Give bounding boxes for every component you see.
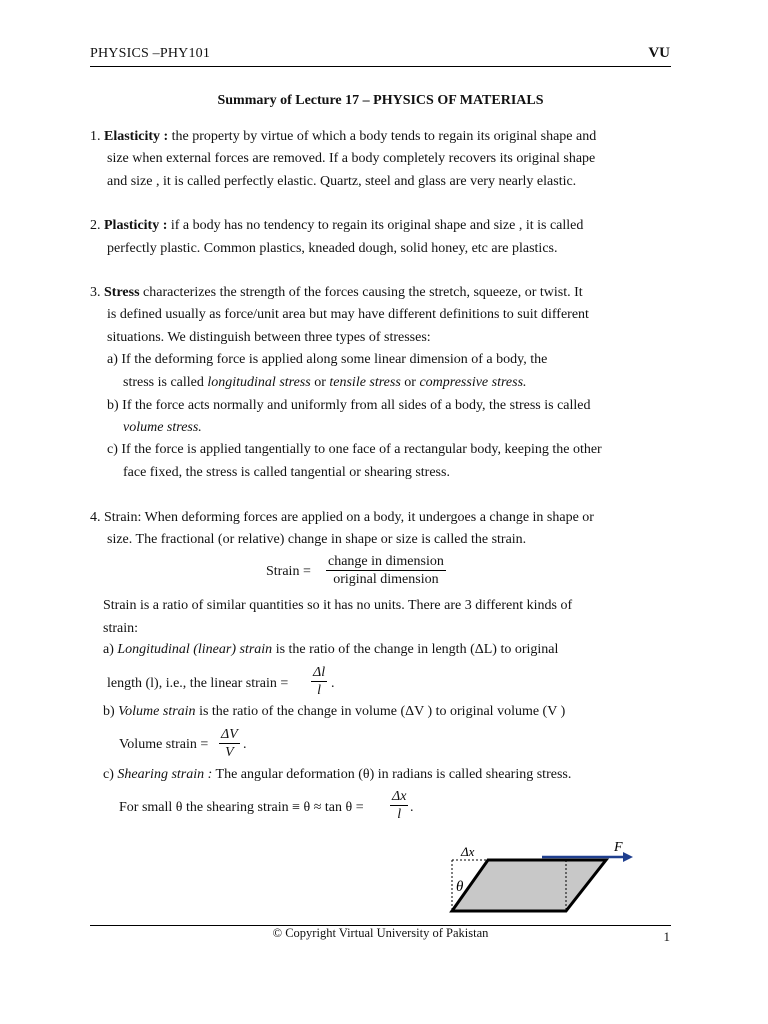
shearing-strain-denominator: l — [397, 807, 402, 822]
page-title: Summary of Lecture 17 – PHYSICS OF MATERIALS — [217, 93, 544, 108]
volume-stress-term: volume stress. — [123, 420, 202, 435]
theta-label: θ — [456, 879, 464, 895]
volume-strain-text: is the ratio of the change in volume (ΔV ) to original volume (V ) — [195, 704, 566, 719]
shearing-strain-def-line — [103, 766, 571, 784]
org-header: VU — [648, 45, 670, 61]
dx-label: Δx — [461, 844, 475, 859]
volume-strain-eq-line: Volume strain = — [119, 737, 209, 752]
longitudinal-strain-text: is the ratio of the change in length (ΔL) to original — [272, 642, 559, 657]
strain-line-2: size. The fractional (or relative) change in shape or size is called the strain. — [107, 532, 527, 547]
shearing-strain-fraction — [390, 788, 408, 823]
force-label: F — [614, 840, 623, 855]
deformed-block-shape — [452, 860, 606, 911]
item-number: 1. — [90, 129, 101, 144]
longitudinal-strain-term: Longitudinal (linear) strain — [117, 642, 273, 657]
period: . — [331, 676, 335, 691]
stress-line-1 — [90, 284, 583, 302]
elasticity-line-1 — [90, 128, 596, 146]
page-number: 1 — [663, 929, 670, 944]
strain-line-1: 4. Strain: When deforming forces are applied on a body, it undergoes a change in shape or — [90, 510, 594, 525]
stress-a-line-2 — [123, 374, 527, 392]
shearing-strain-eq-line: For small θ the shearing strain ≡ θ ≈ tan θ = — [119, 800, 364, 815]
plasticity-text-1: if a body has no tendency to regain its original shape and size , it is called — [167, 218, 584, 233]
stress-line-2: is defined usually as force/unit area but may have different definitions to suit different — [107, 307, 589, 322]
shearing-strain-term: Shearing strain : — [117, 767, 213, 782]
linear-strain-denominator: l — [317, 683, 321, 698]
shear-diagram — [430, 835, 650, 920]
plasticity-line-1 — [90, 217, 583, 235]
stress-c-line-1: c) If the force is applied tangentially to one face of a rectangular body, keeping the other — [107, 442, 602, 457]
plasticity-line-2: perfectly plastic. Common plastics, kneaded dough, solid honey, etc are plastics. — [107, 241, 558, 256]
stress-c-line-2: face fixed, the stress is called tangential or shearing stress. — [123, 465, 450, 480]
compressive-stress-term: compressive stress. — [419, 375, 527, 390]
linear-strain-fraction — [311, 664, 327, 699]
strain-equation-lhs: Strain = — [266, 564, 311, 579]
elasticity-text-1: the property by virtue of which a body tends to regain its original shape and — [168, 129, 597, 144]
volume-strain-term: Volume strain — [118, 704, 196, 719]
volume-strain-fraction — [219, 726, 240, 761]
elasticity-term: Elasticity : — [104, 129, 169, 144]
or-connector: or — [310, 375, 330, 390]
strain-para-line-2: strain: — [103, 621, 138, 636]
course-header: PHYSICS –PHY101 — [90, 46, 211, 61]
shearing-strain-text: The angular deformation (θ) in radians is called shearing stress. — [212, 767, 572, 782]
strain-fraction — [326, 553, 446, 588]
force-arrow-head — [623, 852, 633, 862]
elasticity-line-3: and size , it is called perfectly elastic. Quartz, steel and glass are very nearly elastic. — [107, 174, 577, 189]
linear-strain-line: length (l), i.e., the linear strain = — [107, 676, 289, 691]
stress-b-line-1: b) If the force acts normally and uniformly from all sides of a body, the stress is called — [107, 398, 591, 413]
volume-strain-numerator: ΔV — [221, 727, 238, 742]
stress-a-prefix: stress is called — [123, 375, 208, 390]
stress-line-3: situations. We distinguish between three types of stresses: — [107, 330, 431, 345]
strain-para-line-1: Strain is a ratio of similar quantities so it has no units. There are 3 different kinds of — [103, 598, 573, 613]
stress-text-1: characterizes the strength of the forces causing the stretch, squeeze, or twist. It — [139, 285, 583, 300]
item-number: 2. — [90, 218, 101, 233]
elasticity-line-2: size when external forces are removed. If a body completely recovers its original shape — [107, 151, 596, 166]
item-letter: c) — [103, 767, 118, 782]
stress-term: Stress — [104, 285, 140, 300]
item-letter: a) — [103, 642, 118, 657]
copyright-notice: © Copyright Virtual University of Pakistan — [272, 926, 489, 940]
header-divider — [90, 66, 671, 67]
plasticity-term: Plasticity : — [104, 218, 168, 233]
volume-strain-def-line — [103, 703, 565, 721]
stress-a-line-1: a) If the deforming force is applied along some linear dimension of a body, the — [107, 352, 548, 367]
longitudinal-stress-term: longitudinal stress — [207, 375, 311, 390]
period: . — [243, 737, 247, 752]
period: . — [410, 800, 414, 815]
shearing-strain-numerator: Δx — [392, 789, 407, 804]
linear-strain-numerator: Δl — [313, 665, 326, 680]
tensile-stress-term: tensile stress — [329, 375, 401, 390]
longitudinal-strain-line — [103, 641, 558, 659]
strain-numerator: change in dimension — [328, 554, 444, 569]
volume-strain-denominator: V — [225, 745, 234, 760]
or-connector: or — [400, 375, 420, 390]
item-number: 3. — [90, 285, 101, 300]
item-letter: b) — [103, 704, 119, 719]
strain-denominator: original dimension — [333, 572, 439, 587]
